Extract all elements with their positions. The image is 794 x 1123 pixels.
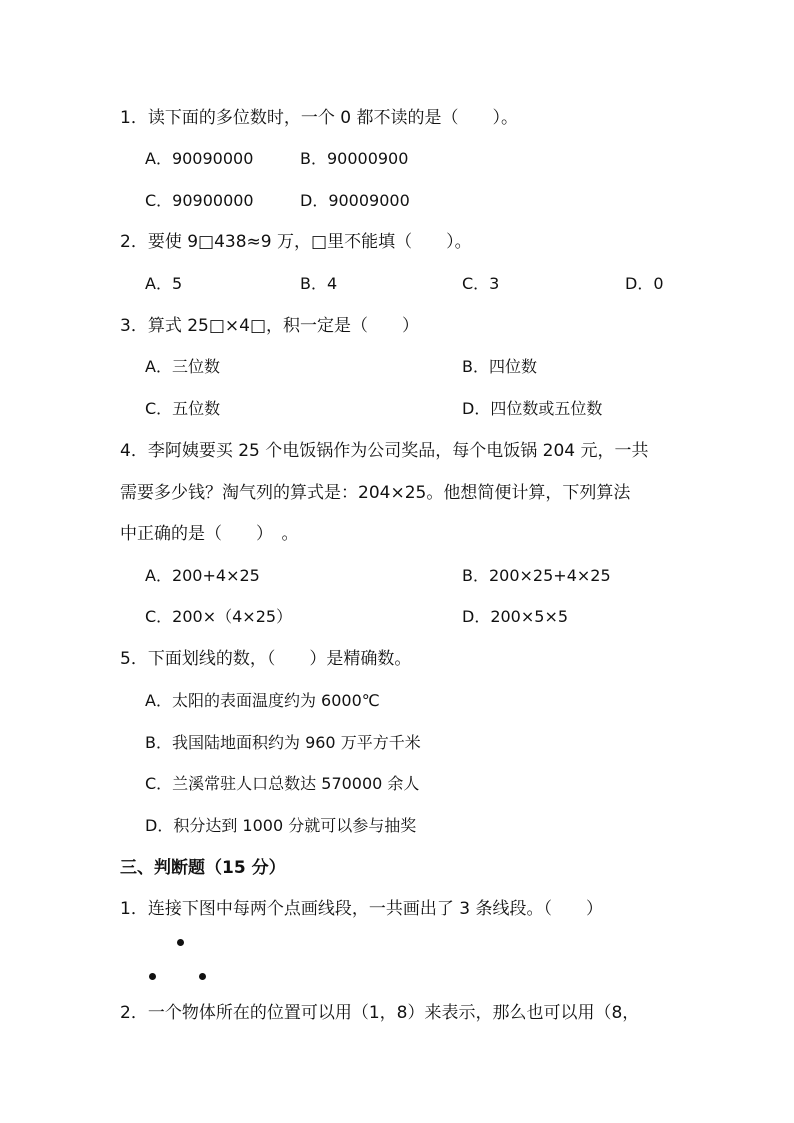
question-4-option-b: B．200×25+4×25	[462, 566, 611, 585]
question-4-stem-line-3: 中正确的是（ ） 。	[120, 524, 299, 544]
judgment-2-stem: 2．一个物体所在的位置可以用（1，8）来表示，那么也可以用（8，	[120, 1003, 640, 1023]
point-bottom-left	[149, 973, 156, 980]
question-4-option-d: D．200×5×5	[462, 607, 569, 626]
question-4-stem-line-2: 需要多少钱？淘气列的算式是：204×25。他想简便计算，下列算法	[120, 483, 631, 503]
question-2-option-d: D．0	[625, 274, 664, 293]
question-1-option-b: B．90000900	[300, 149, 409, 168]
question-2-option-a: A．5	[145, 274, 183, 293]
point-top	[177, 939, 184, 946]
point-bottom-right	[199, 973, 206, 980]
question-5-option-b: B．我国陆地面积约为 960 万平方千米	[145, 733, 421, 752]
question-1-stem: 1．读下面的多位数时，一个 0 都不读的是（ ）。	[120, 108, 518, 128]
section-3-heading: 三、判断题（15 分）	[120, 858, 286, 878]
question-3-option-d: D．四位数或五位数	[462, 399, 603, 418]
question-2-option-b: B．4	[300, 274, 338, 293]
question-4-option-a: A．200+4×25	[145, 566, 260, 585]
question-5-option-a: A．太阳的表面温度约为 6000℃	[145, 691, 380, 710]
question-2-stem: 2．要使 9□438≈9 万，□里不能填（ ）。	[120, 232, 472, 252]
question-4-option-c: C．200×（4×25）	[145, 607, 293, 626]
question-3-option-a: A．三位数	[145, 357, 220, 376]
question-2-option-c: C．3	[462, 274, 500, 293]
question-3-option-c: C．五位数	[145, 399, 221, 418]
question-4-stem-line-1: 4．李阿姨要买 25 个电饭锅作为公司奖品，每个电饭锅 204 元，一共	[120, 441, 649, 461]
question-1-option-c: C．90900000	[145, 191, 254, 210]
question-1-option-a: A．90090000	[145, 149, 254, 168]
question-5-option-d: D．积分达到 1000 分就可以参与抽奖	[145, 816, 417, 835]
question-3-stem: 3．算式 25□×4□，积一定是（ ）	[120, 316, 420, 336]
question-3-option-b: B．四位数	[462, 357, 537, 376]
question-1-option-d: D．90009000	[300, 191, 410, 210]
judgment-1-stem: 1．连接下图中每两个点画线段，一共画出了 3 条线段。（ ）	[120, 899, 603, 919]
question-5-option-c: C．兰溪常驻人口总数达 570000 余人	[145, 774, 420, 793]
question-5-stem: 5．下面划线的数，（ ）是精确数。	[120, 649, 412, 669]
